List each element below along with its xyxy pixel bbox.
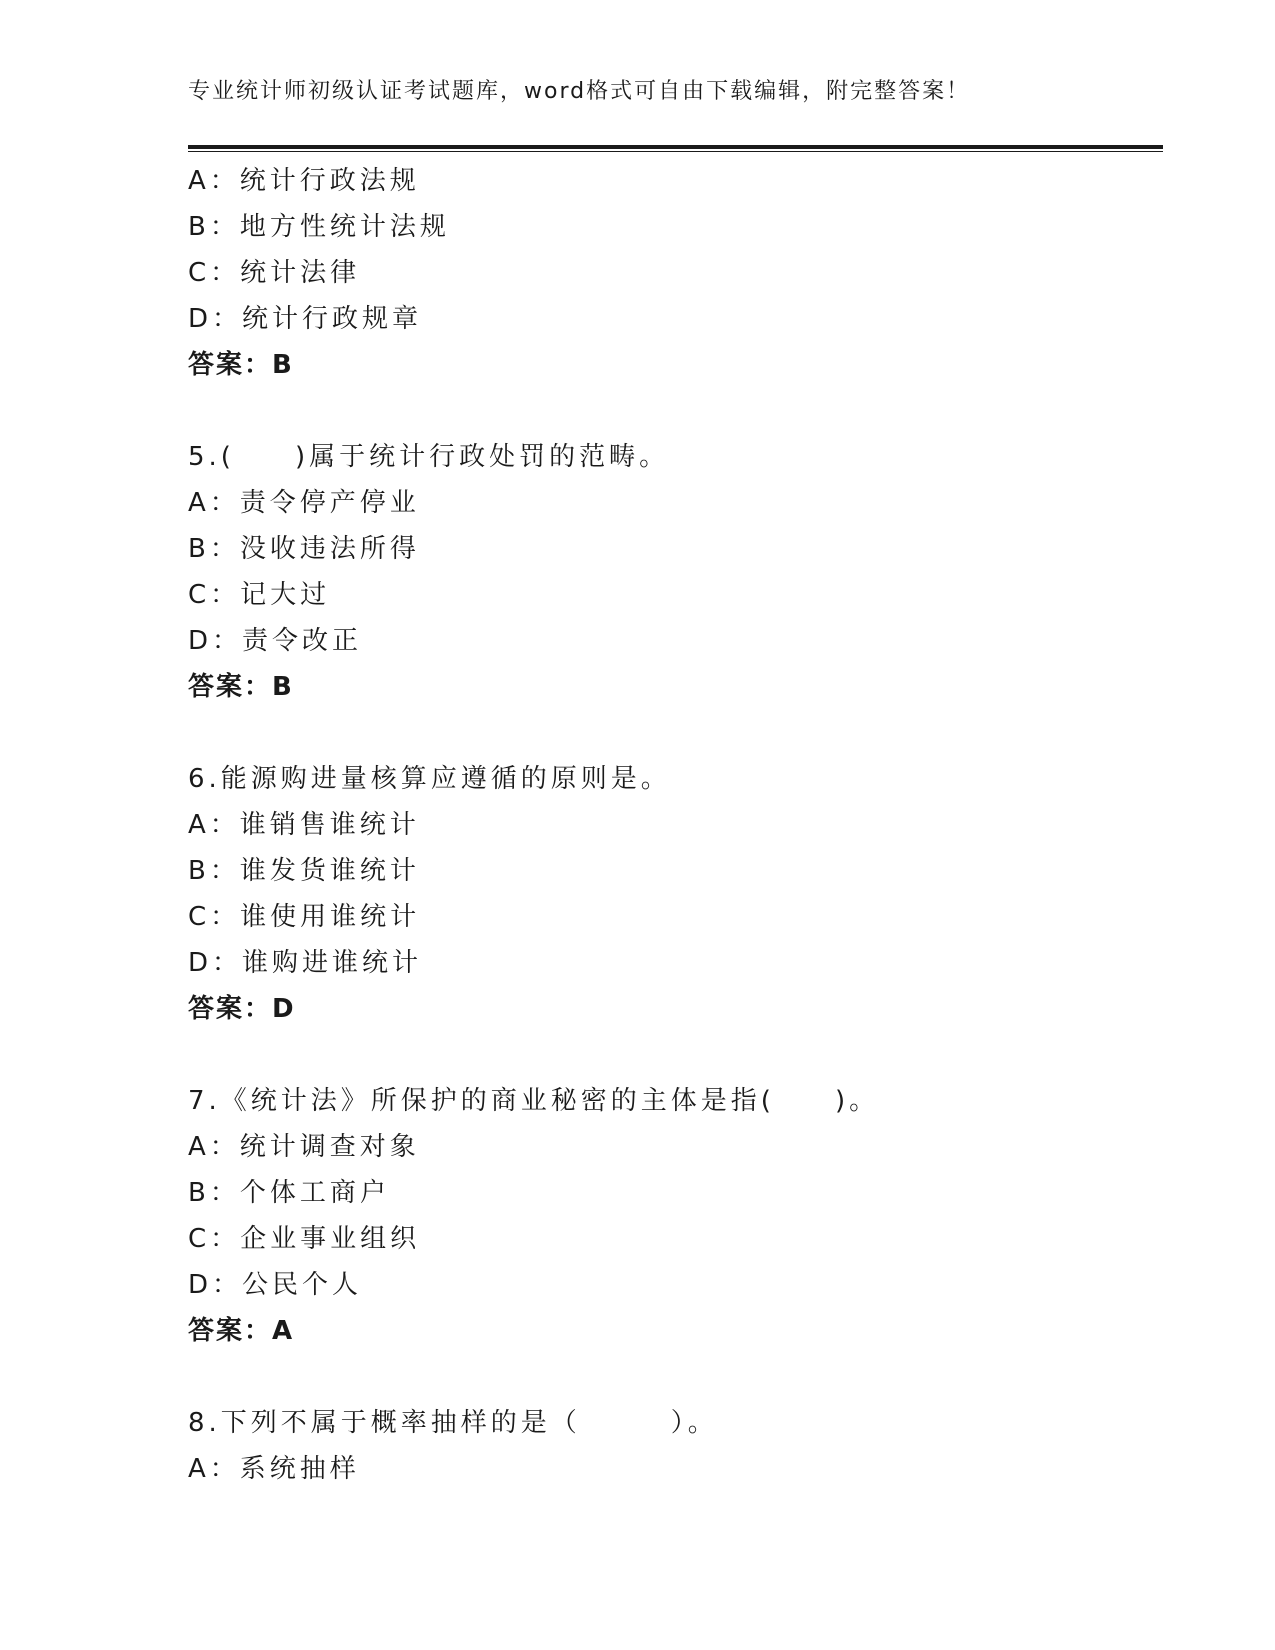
header-rule-thin <box>188 151 1163 152</box>
option-c: C：企业事业组织 <box>188 1224 421 1254</box>
option-d: D：谁购进谁统计 <box>188 948 423 978</box>
option-b: B：个体工商户 <box>188 1178 390 1208</box>
option-c: C：记大过 <box>188 580 331 610</box>
option-a: A：系统抽样 <box>188 1454 360 1484</box>
question-block-4 <box>188 158 1148 388</box>
option-d: D：责令改正 <box>188 626 363 656</box>
question-block-6 <box>188 756 1148 1032</box>
answer-line: 答案：B <box>188 350 294 380</box>
option-c: C：统计法律 <box>188 258 361 288</box>
header-rule-thick <box>188 145 1163 149</box>
page-header: 专业统计师初级认证考试题库，word格式可自由下载编辑，附完整答案！ <box>188 79 971 104</box>
spacer <box>188 710 1148 756</box>
option-d: D：公民个人 <box>188 1270 363 1300</box>
question-text: 5.( )属于统计行政处罚的范畴。 <box>188 442 670 472</box>
option-a: A：统计行政法规 <box>188 166 420 196</box>
option-a: A：责令停产停业 <box>188 488 420 518</box>
option-b: B：没收违法所得 <box>188 534 420 564</box>
spacer <box>188 388 1148 434</box>
question-block-8 <box>188 1400 1148 1492</box>
option-a: A：统计调查对象 <box>188 1132 420 1162</box>
question-text: 7.《统计法》所保护的商业秘密的主体是指( )。 <box>188 1086 880 1116</box>
question-text: 8.下列不属于概率抽样的是（ ）。 <box>188 1408 718 1438</box>
option-b: B：谁发货谁统计 <box>188 856 420 886</box>
question-block-5 <box>188 434 1148 710</box>
option-b: B：地方性统计法规 <box>188 212 450 242</box>
answer-line: 答案：D <box>188 994 296 1024</box>
question-text: 6.能源购进量核算应遵循的原则是。 <box>188 764 671 794</box>
answer-line: 答案：B <box>188 672 294 702</box>
spacer <box>188 1032 1148 1078</box>
answer-line: 答案：A <box>188 1316 295 1346</box>
option-c: C：谁使用谁统计 <box>188 902 421 932</box>
option-d: D：统计行政规章 <box>188 304 423 334</box>
question-list <box>188 158 1148 1492</box>
spacer <box>188 1354 1148 1400</box>
option-a: A：谁销售谁统计 <box>188 810 420 840</box>
question-block-7 <box>188 1078 1148 1354</box>
